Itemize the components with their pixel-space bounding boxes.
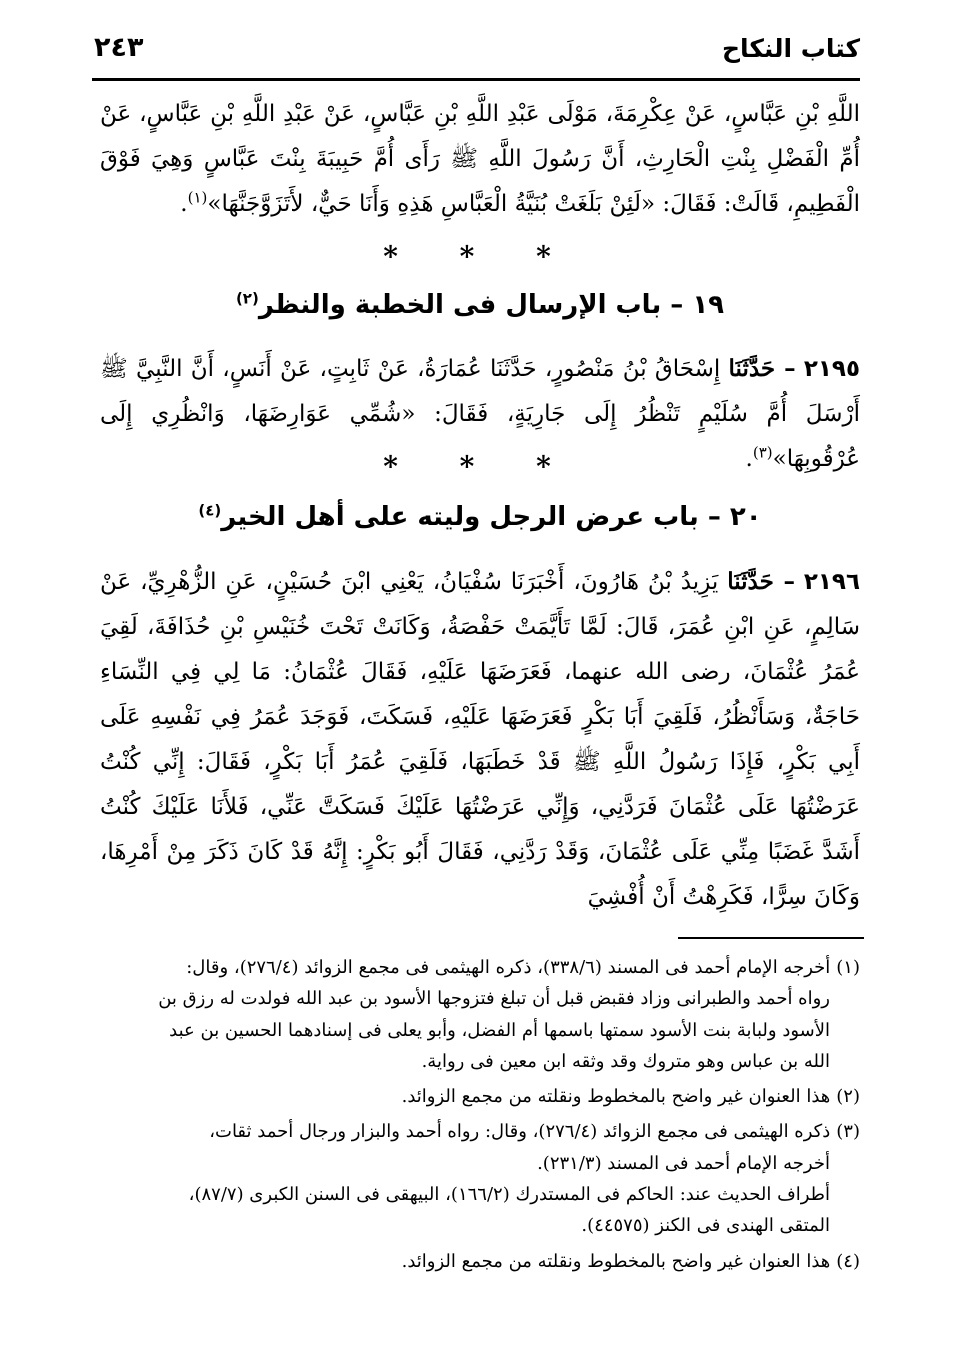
- footnotes: [100, 952, 860, 1281]
- footnote-line: (١)أخرجه الإمام أحمد فى المسند (٣٣٨/٦)، ذكره الهيثمى فى مجمع الزوائد (٢٧٦/٤)، وقال:: [186, 957, 860, 978]
- footnote-divider: [678, 937, 864, 939]
- footnote-line: (٢)هذا العنوان غير واضح بالمخطوط ونقلته من مجمع الزوائد.: [401, 1086, 860, 1108]
- section-separator: * * *: [383, 450, 577, 483]
- footnote-ref-4: (٤): [198, 501, 222, 520]
- footnote-ref-1: (١): [187, 188, 208, 207]
- footnote-1: [100, 952, 860, 1077]
- hadith-2196: [100, 559, 860, 920]
- hadith-number: ٢١٩٦: [803, 569, 861, 595]
- footnote-line: أطراف الحديث عند: الحاكم فى المستدرك (١٦٦/٢)، البيهقى فى السنن الكبرى (٨٧/٧)،: [188, 1184, 830, 1206]
- footnote-ref-3: (٣): [752, 443, 773, 462]
- footnote-number: (١): [836, 957, 860, 978]
- hadith-text: يَزِيدُ بْنُ هَارُونَ، أَخْبَرَنَا سُفْيَانُ، يَعْنِي ابْنَ حُسَيْنٍ، عَنِ الزُّهْرِيِّ، عَنْ سَالِمٍ، عَنِ ابْنِ عُمَرَ، قَالَ: لَمَّا تَأَيَّمَتْ حَفْصَةُ، وَكَانَتْ تَحْتَ خُنَيْسِ بْنِ حُذَافَةَ، لَقِيَ عُمَرُ عُثْمَانَ، رضى الله عنهما، فَعَرَضَهَا عَلَيْهِ، فَقَالَ عُثْمَانُ: مَا لِي فِي النِّسَاءِ حَاجَةٌ، وَسَأَنْظُرُ، فَلَقِيَ أَبَا بَكْرٍ فَعَرَضَهَا عَلَيْهِ، فَسَكَتَ، فَوَجَدَ عُمَرُ فِي نَفْسِهِ عَلَى أَبِي بَكْرٍ، فَإِذَا رَسُولُ اللَّهِ ﷺ قَدْ خَطَبَهَا، فَلَقِيَ عُمَرُ أَبَا بَكْرٍ، فَقَالَ: إِنِّي كُنْتُ عَرَضْتُهَا عَلَى عُثْمَانَ فَرَدَّنِي، وَإِنِّي عَرَضْتُهَا عَلَيْكَ فَسَكَتَّ عَنِّي، فَلأَنَا عَلَيْكَ كُنْتُ أَشَدَّ غَضَبًا مِنِّي عَلَى عُثْمَانَ، وَقَدْ رَدَّنِي، فَقَالَ أَبُو بَكْرٍ: إِنَّهُ قَدْ كَانَ ذَكَرَ مِنْ أَمْرِهَا، وَكَانَ سِرًّا، فَكَرِهْتُ أَنْ أُفْشِيَ: [100, 569, 860, 910]
- page-number: ٢٤٣: [94, 32, 144, 63]
- footnote-line: المتقى الهندى فى الكنز (٤٤٥٧٥).: [581, 1215, 830, 1237]
- hadith-text: إِسْحَاقُ بْنُ مَنْصُورٍ، حَدَّثَنَا عُمَارَةُ، عَنْ ثَابِتٍ، عَنْ أَنَسٍ، أَنَّ النَّبِيَّ ﷺ أَرْسَلَ أُمَّ سُلَيْمٍ تَنْظُرُ إِلَى جَارِيَةٍ، فَقَالَ: «شُمِّي عَوَارِضَهَا، وَانْظُرِي إِلَى عُرْقُوبِهَا»: [100, 356, 860, 472]
- footnote-line: رواه أحمد والطبرانى وزاد فقبض قبل أن تبلغ فتزوجها الأسود بن عبد الله فولدت له رزق بن: [158, 988, 830, 1010]
- chapter-heading-19: [100, 290, 860, 332]
- footnote-3: [100, 1116, 860, 1241]
- chapter-title: ١٩ – باب الإرسال فى الخطبة والنظر: [258, 290, 725, 320]
- opening-text: اللَّهِ بْنِ عَبَّاسٍ، عَنْ عِكْرِمَةَ، مَوْلَى عَبْدِ اللَّهِ بْنِ عَبَّاسٍ، عَنْ عَبْدِ اللَّهِ بْنِ عَبَّاسٍ، عَنْ أُمِّ الْفَضْلِ بِنْتِ الْحَارِثِ، أَنَّ رَسُولَ اللَّهِ ﷺ رَأَى أُمَّ حَبِيبَةَ بِنْتَ عَبَّاسٍ وَهِيَ فَوْقَ الْفَطِيمِ، قَالَتْ: فَقَالَ: «لَئِنْ بَلَغَتْ بُنَيَّةُ الْعَبَّاسِ هَذِهِ وَأَنَا حَيٌّ، لأَتَزَوَّجَنَّهَا»: [100, 101, 860, 217]
- footnote-line: أخرجه الإمام أحمد فى المسند (٢٣١/٣).: [537, 1152, 830, 1174]
- section-separator: * * *: [383, 240, 577, 273]
- footnote-ref-2: (٢): [235, 289, 259, 308]
- footnote-line: الأسود ولبابة بنت الأسود سمتها باسمها أم الفضل، وأبو يعلى فى إسنادهما الحسين بن عبد: [169, 1019, 830, 1041]
- footnote-line: الله بن عباس وهو متروك وقد وثقه ابن معين فى رواية.: [421, 1050, 830, 1072]
- footnote-4: [100, 1246, 860, 1277]
- hadith-lead: – حَدَّثَنَا: [728, 355, 796, 382]
- opening-paragraph: اللَّهِ بْنِ عَبَّاسٍ، عَنْ عِكْرِمَةَ، مَوْلَى عَبْدِ اللَّهِ بْنِ عَبَّاسٍ، عَنْ عَبْدِ اللَّهِ بْنِ عَبَّاسٍ، عَنْ أُمِّ الْفَضْلِ بِنْتِ الْحَارِثِ، أَنَّ رَسُولَ اللَّهِ ﷺ رَأَى أُمَّ حَبِيبَةَ بِنْتَ عَبَّاسٍ وَهِيَ فَوْقَ الْفَطِيمِ، قَالَتْ: فَقَالَ: «لَئِنْ بَلَغَتْ بُنَيَّةُ الْعَبَّاسِ هَذِهِ وَأَنَا حَيٌّ، لأَتَزَوَّجَنَّهَا»$^{(١)}$.: [100, 101, 860, 217]
- footnote-line: (٣)ذكره الهيثمى فى مجمع الزوائد (٢٧٦/٤)، وقال: رواه أحمد والبزار ورجال أحمد ثقات،: [209, 1121, 860, 1143]
- footnote-line: (٤)هذا العنوان غير واضح بالمخطوط ونقلته من مجمع الزوائد.: [401, 1250, 860, 1272]
- book-title: كتاب النكاح: [721, 34, 860, 63]
- footnote-2: [100, 1081, 860, 1112]
- footnote-number: (٢): [836, 1086, 860, 1108]
- hadith-2195: ٢١٩٥ – حَدَّثَنَا إِسْحَاقُ بْنُ مَنْصُورٍ، حَدَّثَنَا عُمَارَةُ، عَنْ ثَابِتٍ، عَنْ أَنَسٍ، أَنَّ النَّبِيَّ ﷺ أَرْسَلَ أُمَّ سُلَيْمٍ تَنْظُرُ إِلَى جَارِيَةٍ، فَقَالَ: «شُمِّي عَوَارِضَهَا، وَانْظُرِي إِلَى عُرْقُوبِهَا»$^{(٣)}$.: [100, 355, 861, 472]
- running-head: [92, 28, 860, 81]
- footnote-number: (٤): [836, 1250, 860, 1272]
- chapter-title: ٢٠ – باب عرض الرجل وليته على أهل الخير: [221, 502, 762, 532]
- footnote-number: (٣): [836, 1121, 860, 1143]
- hadith-number: ٢١٩٥: [803, 356, 861, 382]
- chapter-heading-20: [100, 502, 860, 544]
- hadith-lead: – حَدَّثَنَا: [727, 568, 795, 595]
